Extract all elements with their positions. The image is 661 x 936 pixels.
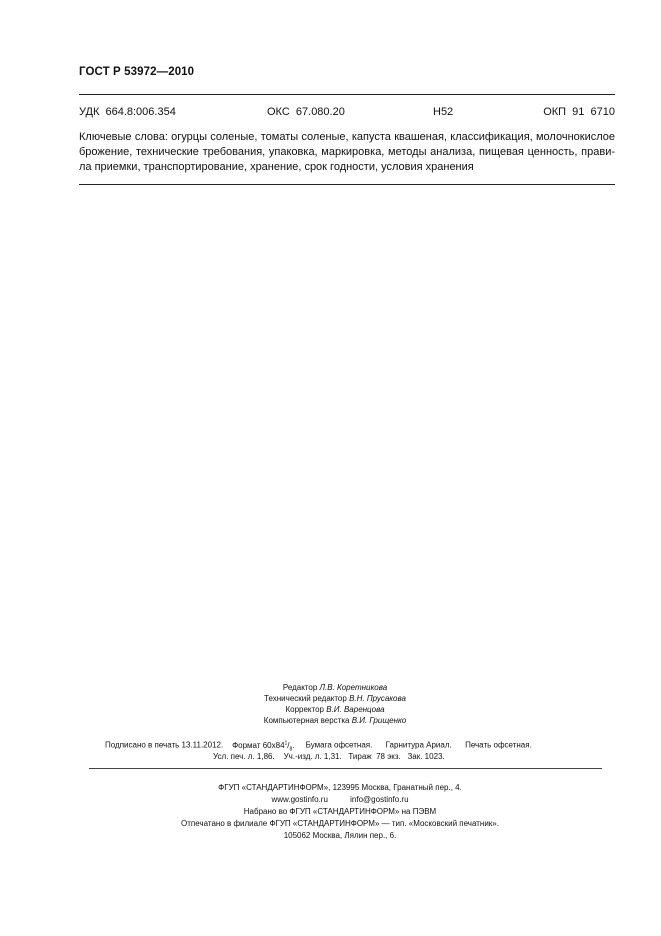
publisher-website: www.gostinfo.ru (271, 795, 328, 804)
font-info: Гарнитура Ариал. (385, 740, 452, 750)
bottom-divider (89, 768, 602, 769)
okp-code: ОКП 91 6710 (543, 106, 615, 118)
pub-sheets-info: Уч.-изд. л. 1,31. (283, 752, 342, 761)
print-info-line-2 (213, 752, 445, 761)
standard-title: ГОСТ Р 53972—2010 (79, 66, 195, 78)
classification-row (79, 106, 615, 120)
publisher-block (140, 782, 540, 842)
proofreader-credit (200, 704, 470, 715)
format-info: Формат $60х84^1/_8$. (232, 740, 295, 753)
printed-info: Отпечатано в филиале ФГУП «СТАНДАРТИНФОРМ» — тип. «Московский печатник». (181, 819, 499, 828)
publisher-contacts (140, 794, 540, 806)
top-divider (79, 94, 615, 95)
publisher-email: info@gostinfo.ru (350, 795, 409, 804)
order-info: Зак. 1023. (407, 752, 445, 761)
editor-name: Л.В. Коретникова (319, 683, 388, 692)
layout-role: Компьютерная верстка (263, 716, 350, 725)
udk-code: УДК 664.8:006.354 (79, 106, 176, 118)
keywords-block (79, 130, 615, 175)
layout-name: В.И. Грищенко (351, 716, 407, 725)
credits-block (200, 682, 470, 726)
keywords-line-3: ла приемки, транспортирование, хранение, срок годности, условия хранения (79, 161, 474, 173)
printer-address: 105062 Москва, Лялин пер., 6. (283, 831, 397, 840)
keywords-line-1: Ключевые слова: огурцы соленые, томаты соленые, капуста квашеная, классификация, молочнокислое (79, 131, 615, 143)
oks-code: ОКС 67.080.20 (267, 106, 345, 118)
keywords-line-2: брожение, технические требования, упаковка, маркировка, методы анализа, пищевая ценность, прави- (79, 146, 615, 158)
proofreader-role: Корректор (285, 705, 324, 714)
tech-editor-name: В.Н. Прусакова (349, 694, 406, 703)
sheets-info: Усл. печ. л. 1,86. (213, 752, 275, 761)
format-suffix: . (292, 740, 295, 750)
editor-credit (200, 682, 470, 693)
publisher-address: ФГУП «СТАНДАРТИНФОРМ», 123995 Москва, Гранатный пер., 4. (218, 783, 462, 792)
format-numerator: 1 (284, 740, 288, 746)
tech-editor-credit (200, 693, 470, 704)
run-info: Тираж 78 экз. (348, 752, 401, 761)
paper-info: Бумага офсетная. (305, 740, 373, 750)
tech-editor-role: Технический редактор (264, 694, 347, 703)
proofreader-name: В.И. Варенцова (326, 705, 385, 714)
editor-role: Редактор (282, 683, 318, 692)
keywords-divider (79, 184, 615, 185)
typeset-info: Набрано во ФГУП «СТАНДАРТИНФОРМ» на ПЭВМ (243, 807, 437, 816)
signed-date: Подписано в печать 13.11.2012. (105, 740, 224, 750)
layout-credit (200, 715, 470, 726)
format-denominator: 8 (289, 746, 293, 753)
printing-info: Печать офсетная. (465, 740, 532, 750)
print-info-line-1 (105, 740, 532, 752)
format-prefix: Формат 60х84 (232, 740, 285, 750)
group-code: Н52 (433, 106, 454, 118)
